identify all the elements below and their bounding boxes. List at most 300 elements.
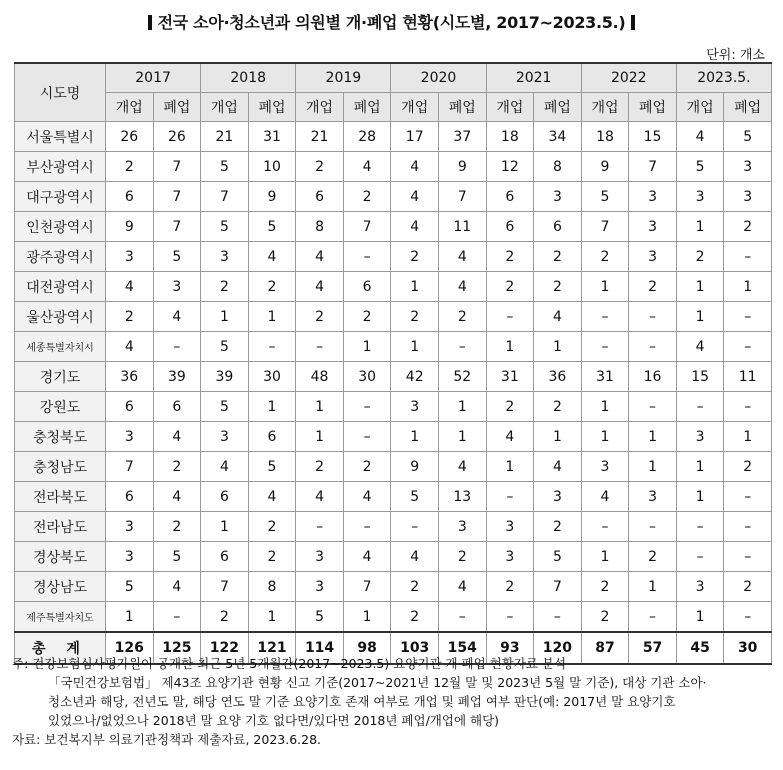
- table-cell: 2: [438, 542, 486, 572]
- table-cell: 1: [676, 602, 724, 633]
- table-row: [15, 602, 772, 633]
- table-cell: –: [676, 392, 724, 422]
- table-cell: 1: [629, 572, 677, 602]
- table-cell: 9: [438, 152, 486, 182]
- table-cell: –: [343, 422, 391, 452]
- year-header: 2017: [106, 63, 201, 93]
- table-cell: 2: [391, 602, 439, 633]
- region-name: 경상남도: [15, 572, 106, 602]
- open-header: 개업: [486, 93, 534, 122]
- note-line-4: 있었으나/없었으나 2018년 말 요양 기호 없다면/있다면 2018년 폐업/개업에 해당): [48, 713, 500, 728]
- table-cell: 4: [343, 482, 391, 512]
- table-cell: –: [296, 512, 344, 542]
- table-cell: 2: [581, 572, 629, 602]
- table-cell: 7: [153, 212, 201, 242]
- table-cell: 9: [248, 182, 296, 212]
- table-cell: 2: [581, 602, 629, 633]
- table-cell: 7: [534, 572, 582, 602]
- table-cell: 3: [296, 572, 344, 602]
- table-cell: 2: [438, 302, 486, 332]
- table-cell: 3: [724, 152, 772, 182]
- table-cell: 2: [343, 452, 391, 482]
- region-name: 세종특별자치시: [15, 332, 106, 362]
- header-row-years: [15, 63, 772, 93]
- table-cell: 3: [438, 512, 486, 542]
- table-cell: 5: [153, 242, 201, 272]
- region-name: 전라북도: [15, 482, 106, 512]
- table-cell: 3: [724, 182, 772, 212]
- table-cell: 6: [296, 182, 344, 212]
- table-cell: 5: [153, 542, 201, 572]
- close-header: 폐업: [248, 93, 296, 122]
- note-line-3: 청소년과 해당, 전년도 말, 해당 연도 말 기준 요양기호 존재 여부로 개업 및 폐업 여부 판단(예: 2017년 말 요양기호: [48, 694, 676, 709]
- table-cell: 98: [343, 632, 391, 664]
- table-cell: 1: [676, 302, 724, 332]
- region-name: 전라남도: [15, 512, 106, 542]
- table-cell: 4: [248, 242, 296, 272]
- table-cell: 30: [343, 362, 391, 392]
- open-header: 개업: [581, 93, 629, 122]
- close-header: 폐업: [724, 93, 772, 122]
- table-cell: 2: [486, 572, 534, 602]
- table-cell: 4: [343, 152, 391, 182]
- header-row-types: [15, 93, 772, 122]
- table-cell: 2: [106, 152, 154, 182]
- source-line: 자료: 보건복지부 의료기관정책과 제출자료, 2023.6.28.: [12, 732, 322, 747]
- table-cell: 11: [438, 212, 486, 242]
- table-cell: 10: [248, 152, 296, 182]
- region-name: 부산광역시: [15, 152, 106, 182]
- table-cell: 8: [248, 572, 296, 602]
- open-header: 개업: [391, 93, 439, 122]
- table-cell: 3: [201, 242, 249, 272]
- region-name: 울산광역시: [15, 302, 106, 332]
- table-cell: 1: [248, 602, 296, 633]
- table-cell: 30: [724, 632, 772, 664]
- unit-label: 단위: 개소: [706, 48, 765, 63]
- table-cell: 1: [438, 392, 486, 422]
- table-cell: 4: [153, 572, 201, 602]
- table-cell: –: [343, 512, 391, 542]
- table-cell: 2: [534, 242, 582, 272]
- table-cell: –: [534, 602, 582, 633]
- table-cell: 37: [438, 122, 486, 152]
- table-cell: 1: [534, 332, 582, 362]
- table-cell: 2: [296, 302, 344, 332]
- table-row: [15, 482, 772, 512]
- table-cell: 6: [153, 392, 201, 422]
- table-cell: 31: [248, 122, 296, 152]
- table-cell: 15: [629, 122, 677, 152]
- table-cell: 8: [534, 152, 582, 182]
- table-cell: 5: [201, 152, 249, 182]
- table-row: [15, 422, 772, 452]
- year-header: 2019: [296, 63, 391, 93]
- table-cell: 2: [629, 272, 677, 302]
- table-cell: 1: [438, 422, 486, 452]
- table-cell: 1: [676, 452, 724, 482]
- table-cell: 126: [106, 632, 154, 664]
- table-cell: 5: [581, 182, 629, 212]
- year-header: 2018: [201, 63, 296, 93]
- table-cell: 52: [438, 362, 486, 392]
- table-cell: 3: [391, 392, 439, 422]
- table-cell: 1: [581, 422, 629, 452]
- table-cell: 2: [248, 272, 296, 302]
- table-cell: 7: [438, 182, 486, 212]
- table-cell: 28: [343, 122, 391, 152]
- table-cell: 4: [391, 152, 439, 182]
- table-cell: 7: [201, 182, 249, 212]
- table-cell: 39: [201, 362, 249, 392]
- table-cell: 1: [296, 392, 344, 422]
- table-row: [15, 332, 772, 362]
- table-cell: 5: [676, 152, 724, 182]
- table-cell: 6: [486, 182, 534, 212]
- table-row: [15, 242, 772, 272]
- table-cell: 1: [486, 332, 534, 362]
- table-cell: –: [629, 332, 677, 362]
- table-cell: 2: [581, 242, 629, 272]
- region-name: 제주특별자치도: [15, 602, 106, 633]
- table-cell: 7: [343, 212, 391, 242]
- table-cell: 1: [629, 422, 677, 452]
- table-cell: 21: [296, 122, 344, 152]
- table-cell: 2: [724, 452, 772, 482]
- table-cell: 3: [106, 542, 154, 572]
- region-name: 대구광역시: [15, 182, 106, 212]
- table-cell: –: [296, 332, 344, 362]
- year-header: 2023.5.: [676, 63, 771, 93]
- region-name: 충청남도: [15, 452, 106, 482]
- table-cell: 7: [153, 182, 201, 212]
- table-cell: 2: [296, 452, 344, 482]
- table-cell: 1: [106, 602, 154, 633]
- table-cell: 4: [153, 482, 201, 512]
- region-header: 시도명: [15, 63, 106, 122]
- table-cell: 7: [106, 452, 154, 482]
- table-cell: 3: [676, 572, 724, 602]
- table-cell: 5: [534, 542, 582, 572]
- table-cell: 16: [629, 362, 677, 392]
- table-cell: 2: [724, 212, 772, 242]
- table-cell: –: [724, 602, 772, 633]
- table-cell: 2: [296, 152, 344, 182]
- close-header: 폐업: [438, 93, 486, 122]
- table-row: [15, 272, 772, 302]
- table-cell: –: [629, 512, 677, 542]
- table-cell: –: [486, 302, 534, 332]
- table-cell: 2: [248, 512, 296, 542]
- table-cell: 2: [486, 272, 534, 302]
- table-cell: 5: [106, 572, 154, 602]
- table-cell: 4: [106, 332, 154, 362]
- table-cell: –: [248, 332, 296, 362]
- table-cell: –: [391, 512, 439, 542]
- table-cell: 6: [343, 272, 391, 302]
- table-cell: –: [724, 482, 772, 512]
- table-cell: –: [629, 302, 677, 332]
- table-cell: 6: [486, 212, 534, 242]
- table-cell: 18: [486, 122, 534, 152]
- region-name: 충청북도: [15, 422, 106, 452]
- table-cell: 6: [534, 212, 582, 242]
- table-cell: 9: [106, 212, 154, 242]
- table-cell: 3: [676, 182, 724, 212]
- region-name: 경상북도: [15, 542, 106, 572]
- table-row: [15, 152, 772, 182]
- table-cell: –: [581, 332, 629, 362]
- table-cell: 2: [153, 452, 201, 482]
- table-cell: 2: [248, 542, 296, 572]
- table-cell: 3: [201, 422, 249, 452]
- table-row: [15, 572, 772, 602]
- table-cell: 1: [248, 302, 296, 332]
- table-cell: 2: [534, 272, 582, 302]
- table-cell: 4: [296, 272, 344, 302]
- table-cell: 4: [296, 242, 344, 272]
- table-cell: 2: [391, 572, 439, 602]
- table-cell: 3: [296, 542, 344, 572]
- table-cell: 2: [153, 512, 201, 542]
- region-name: 서울특별시: [15, 122, 106, 152]
- table-cell: –: [629, 392, 677, 422]
- table-cell: 6: [106, 182, 154, 212]
- table-cell: 3: [153, 272, 201, 302]
- table-cell: 17: [391, 122, 439, 152]
- table-cell: 3: [581, 452, 629, 482]
- table-cell: 3: [106, 512, 154, 542]
- table-cell: 7: [343, 572, 391, 602]
- table-cell: 13: [438, 482, 486, 512]
- open-header: 개업: [106, 93, 154, 122]
- stats-table: [14, 62, 772, 665]
- table-cell: 5: [391, 482, 439, 512]
- table-cell: 3: [534, 182, 582, 212]
- table-cell: 1: [581, 542, 629, 572]
- table-cell: 1: [391, 272, 439, 302]
- table-cell: –: [676, 542, 724, 572]
- table-cell: 31: [486, 362, 534, 392]
- table-cell: 2: [391, 242, 439, 272]
- table-row: [15, 542, 772, 572]
- table-cell: 1: [724, 272, 772, 302]
- close-header: 폐업: [629, 93, 677, 122]
- table-cell: 5: [201, 392, 249, 422]
- table-cell: 12: [486, 152, 534, 182]
- table-cell: 18: [581, 122, 629, 152]
- table-cell: –: [438, 332, 486, 362]
- table-cell: –: [724, 542, 772, 572]
- table-cell: 3: [486, 542, 534, 572]
- table-cell: 1: [248, 392, 296, 422]
- table-cell: 6: [106, 482, 154, 512]
- table-cell: 3: [106, 422, 154, 452]
- table-row: [15, 122, 772, 152]
- title-bar-right: [631, 15, 635, 30]
- table-cell: –: [153, 332, 201, 362]
- table-cell: –: [676, 512, 724, 542]
- region-name: 경기도: [15, 362, 106, 392]
- table-cell: 2: [486, 392, 534, 422]
- table-cell: 45: [676, 632, 724, 664]
- open-header: 개업: [296, 93, 344, 122]
- table-cell: 4: [486, 422, 534, 452]
- table-row: [15, 302, 772, 332]
- table-cell: 2: [724, 572, 772, 602]
- table-cell: 2: [343, 302, 391, 332]
- table-cell: 1: [676, 482, 724, 512]
- table-cell: 39: [153, 362, 201, 392]
- table-cell: 4: [676, 332, 724, 362]
- table-cell: 4: [438, 452, 486, 482]
- table-cell: 5: [724, 122, 772, 152]
- table-cell: 5: [201, 332, 249, 362]
- table-cell: 1: [391, 332, 439, 362]
- table-cell: 5: [248, 452, 296, 482]
- table-cell: –: [724, 302, 772, 332]
- table-cell: 4: [676, 122, 724, 152]
- table-cell: 9: [581, 152, 629, 182]
- table-cell: –: [724, 392, 772, 422]
- table-cell: 122: [201, 632, 249, 664]
- table-cell: 4: [581, 482, 629, 512]
- table-cell: 4: [106, 272, 154, 302]
- table-cell: 4: [391, 182, 439, 212]
- table-cell: 4: [438, 242, 486, 272]
- region-name: 대전광역시: [15, 272, 106, 302]
- table-cell: –: [724, 512, 772, 542]
- table-cell: –: [153, 602, 201, 633]
- region-name: 강원도: [15, 392, 106, 422]
- page-title: [0, 10, 783, 33]
- table-cell: 4: [438, 572, 486, 602]
- table-cell: 4: [343, 542, 391, 572]
- table-row: [15, 512, 772, 542]
- table-cell: 4: [391, 212, 439, 242]
- table-cell: 4: [296, 482, 344, 512]
- table-cell: –: [629, 602, 677, 633]
- table-cell: 1: [201, 302, 249, 332]
- table-cell: 1: [486, 452, 534, 482]
- close-header: 폐업: [343, 93, 391, 122]
- table-cell: 3: [629, 482, 677, 512]
- region-name: 광주광역시: [15, 242, 106, 272]
- table-cell: 1: [201, 512, 249, 542]
- table-cell: 6: [201, 482, 249, 512]
- table-cell: 2: [534, 392, 582, 422]
- table-cell: –: [724, 242, 772, 272]
- table-cell: 1: [724, 422, 772, 452]
- title-text: 전국 소아·청소년과 의원별 개·폐업 현황(시도별, 2017~2023.5.): [157, 13, 626, 32]
- year-header: 2022: [581, 63, 676, 93]
- title-bar-left: [148, 15, 152, 30]
- table-cell: 9: [391, 452, 439, 482]
- table-cell: 6: [106, 392, 154, 422]
- table-cell: 3: [629, 212, 677, 242]
- table-cell: 4: [153, 422, 201, 452]
- close-header: 폐업: [534, 93, 582, 122]
- table-cell: 36: [534, 362, 582, 392]
- table-cell: 36: [106, 362, 154, 392]
- table-cell: 1: [343, 332, 391, 362]
- year-header: 2020: [391, 63, 486, 93]
- table-cell: –: [486, 482, 534, 512]
- table-cell: 8: [296, 212, 344, 242]
- table-row: [15, 182, 772, 212]
- table-cell: 1: [676, 212, 724, 242]
- table-row: [15, 452, 772, 482]
- table-body: [15, 122, 772, 665]
- note-line-1: 주: 건강보험심사평가원이 공개한 최근 5년 5개월간(2017~2023.5) 요양기관 개·폐업 현황자료 분석: [12, 656, 567, 671]
- table-cell: 2: [343, 182, 391, 212]
- year-header: 2021: [486, 63, 581, 93]
- footnotes: [12, 654, 777, 749]
- table-cell: 6: [248, 422, 296, 452]
- table-cell: 26: [106, 122, 154, 152]
- table-cell: 1: [296, 422, 344, 452]
- table-cell: 1: [391, 422, 439, 452]
- table-cell: 2: [201, 602, 249, 633]
- table-cell: 4: [534, 302, 582, 332]
- table-cell: 11: [724, 362, 772, 392]
- table-cell: –: [343, 242, 391, 272]
- table-cell: 4: [438, 272, 486, 302]
- table-cell: 30: [248, 362, 296, 392]
- table-cell: 2: [391, 302, 439, 332]
- region-name: 총 계: [15, 632, 106, 664]
- table-cell: 3: [106, 242, 154, 272]
- table-cell: –: [581, 512, 629, 542]
- table-row: [15, 392, 772, 422]
- table-cell: 26: [153, 122, 201, 152]
- open-header: 개업: [676, 93, 724, 122]
- table-cell: 1: [581, 272, 629, 302]
- table-cell: 125: [153, 632, 201, 664]
- table-cell: 3: [629, 242, 677, 272]
- table-cell: 3: [534, 482, 582, 512]
- table-row: [15, 212, 772, 242]
- table-header: [15, 63, 772, 122]
- table-cell: 3: [486, 512, 534, 542]
- table-cell: 2: [486, 242, 534, 272]
- table-cell: 1: [534, 422, 582, 452]
- table-cell: 93: [486, 632, 534, 664]
- table-cell: 57: [629, 632, 677, 664]
- table-cell: 103: [391, 632, 439, 664]
- table-cell: 4: [248, 482, 296, 512]
- table-cell: 5: [248, 212, 296, 242]
- table-cell: 2: [534, 512, 582, 542]
- table-cell: 2: [629, 542, 677, 572]
- table-cell: 2: [201, 272, 249, 302]
- table-cell: 2: [676, 242, 724, 272]
- table-cell: 15: [676, 362, 724, 392]
- table-cell: 7: [581, 212, 629, 242]
- table-cell: 21: [201, 122, 249, 152]
- table-cell: –: [724, 332, 772, 362]
- table-cell: –: [486, 602, 534, 633]
- table-cell: 7: [201, 572, 249, 602]
- table-cell: 4: [391, 542, 439, 572]
- table-cell: 6: [201, 542, 249, 572]
- table-cell: 87: [581, 632, 629, 664]
- table-cell: 5: [296, 602, 344, 633]
- table-cell: –: [581, 302, 629, 332]
- table-cell: 7: [629, 152, 677, 182]
- table-cell: 4: [534, 452, 582, 482]
- table-cell: 120: [534, 632, 582, 664]
